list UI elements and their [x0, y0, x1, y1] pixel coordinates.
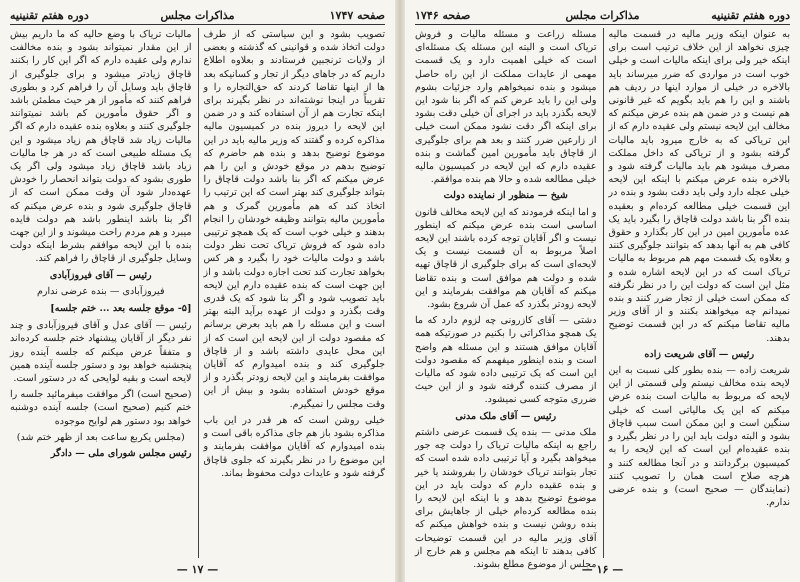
- right-term-title: دوره هفتم تقنینیه: [711, 8, 790, 22]
- left-page: [0, 0, 395, 582]
- paragraph: (صحیح است) اگر موافقت میفرمائید جلسه را ختم کنیم (صحیح است) جلسه آینده دوشنبه خواهد بود دستور هم لوایح موجوده: [10, 389, 192, 427]
- paragraph: شریعت زاده — بنده بطور کلی نسبت به این لایحه بنده مخالف نیستم ولی قسمتی از این لایحه که مربوط به مالیات است بنده عرض میکنم که این یک مالیاتی است که خیلی سنگین است و این ممکن است سبب قاچاق بشود و البته دولت باید این را در نظر بگیرد و بنده عقیده‌ام این است که این لایحه را به کمیسیون برگردانند و در آنجا مطالعه کنند و هرچه صلاح است همان را تصویب کنند (نمایندگان — صحیح است) و بنده عرضی ندارم.: [608, 365, 790, 509]
- paragraph: مالیات تریاک با وضع حالیه که ما داریم بیش از این مقدار نمیتواند بشود و بنده مخالفت ندارم ولی عقیده دارم که اگر این کار را بکنند قاچاق زیادتر میشود و برای جلوگیری از قاچاق باید وسایل آن را فراهم کرد و بطوری فراهم کنند که مأمور از هر حیث مطمئن باشد و اگر حقوق مأمورین کم باشد نمیتوانند جلوگیری کنند و بعلاوه بنده عقیده دارم که اگر مالیات زیاد شد قاچاق هم زیاد میشود و این یک مسئله طبیعی است که در هر جا مالیات زیاد باشد قاچاق زیاد میشود ولی اگر یک طوری بشود که دولت بتواند انحصار را خودش عهده‌دار شود آن وقت ممکن است که از قاچاق جلوگیری شود و بنده عرض میکنم که اگر بنا باشد اینطور باشد هم دولت فایده میبرد و هم مردم راحت میشوند و از این جهت بنده با این لایحه موافقم بشرط اینکه دولت وسایل جلوگیری از قاچاق را فراهم کند.: [10, 29, 192, 265]
- speaker-reply: فیروزآبادی — بنده عرضی ندارم: [36, 285, 165, 297]
- book-gutter: [395, 0, 405, 582]
- right-journal-title: مذاکرات مجلس: [565, 8, 640, 22]
- left-term-title: دوره هفتم تقنینیه: [10, 8, 89, 22]
- paragraph: خیلی روشن است که هر قدر در این باب مذاکره بشود باز هم جای مذاکره باقی است و بنده امیدوارم که آقایان موافقت بفرمایند و این موضوع را در نظر بگیرند که جلوی قاچاق گرفته شود و عایدات دولت محفوظ بماند.: [203, 414, 385, 479]
- speaker-heading: شیخ — منظور از نماینده دولت: [443, 190, 568, 202]
- right-page-number: — ۱۶ —: [581, 563, 624, 576]
- right-page-label: صفحه ۱۷۴۶: [415, 8, 471, 22]
- paragraph: مسئله زراعت و مسئله مالیات و فروش تریاک است و البته این مسئله یک مسئله‌ای است که خیلی اهمیت دارد و یک قسمت مهمی از عایدات مملکت از این راه حاصل میشود و بنده نمیخواهم وارد جزئیات بشوم ولی این را باید عرض کنم که اگر بنا شود این لایحه بگذرد باید در اجرای آن خیلی دقت بشود برای اینکه اگر دقت نشود ممکن است خیلی از زارعین ضرر کنند و بعد هم برای جلوگیری از قاچاق باید مأمورین امین گماشت و بنده عقیده دارم که این لایحه در کمیسیون مالیه خیلی مطالعه شده و حالا هم بنده موافقم.: [415, 29, 597, 186]
- right-page-left-column: [415, 28, 597, 570]
- paragraph: تصویب بشود و این سیاستی که از طرف دولت اتخاذ شده و قوانینی که گذشته و بعضی از ولایات ترنجبین فرستادند و بعلاوه اطلاع داریم که در جاهای دیگر از تجار و کسانیکه بعد ها از اینها تقاضا کردند که حق‌التجاره را و تقریباً در اینجا نوشته‌اند در نظر بگیرند برای اینکه تجارت هم از آن استفاده کند و در ضمن این لایحه را دیروز بنده در کمیسیون مالیه مذاکره کرده و گفتند که وزیر مالیه باید در این موضوع توضیح بدهد و بنده هم حاضرم که توضیح بدهم در موقع خودش و این را هم عرض میکنم که اگر بنا باشد دولت قاچاق را بتواند جلوگیری کند بهتر است که این ترتیب را اتخاذ کند که هم مأمورین گمرک و هم مأمورین مالیه بتوانند وظیفه خودشان را انجام بدهند و خیلی خوب است که یک همچو ترتیبی داده شود که فروش تریاک تحت نظر دولت باشد و دولت مالیات خود را بگیرد و هر کس بخواهد تجارت کند تحت اجازه دولت باشد و از این جهت است که بنده عقیده دارم این لایحه باید تصویب شود و اگر بنا شود که یک قدری وقت بگذرد و دولت از عهده برآید البته بهتر است و این مسئله را هم باید بعرض برسانم که مقصود دولت از این لایحه این است که از این محل عایدی داشته باشد و از قاچاق جلوگیری کند و بنده امیدوارم که آقایان موافقت بفرمایند و این لایحه زودتر بگذرد و از موقع خودش استفاده بشود و بیش از این وقت مجلس را نمیگیرم.: [203, 29, 385, 410]
- paragraph: رئیس — آقای عدل و آقای فیروزآبادی و چند نفر دیگر از آقایان پیشنهاد ختم جلسه کرده‌اند و متفقاً عرض میکنم که جلسه آینده روز پنجشنبه خواهد بود و دستور جلسه آینده همین لایحه است و بقیه لوایحی که در دستور است.: [10, 320, 192, 385]
- left-page-header: [10, 6, 385, 25]
- left-page-number: — ۱۷ —: [176, 563, 219, 576]
- paragraph: به عنوان اینکه وزیر مالیه در قسمت مالیه چیزی نخواهد از این خلاف ترتیب است برای اینکه خیر ولی برای اینکه مالیات است و خیلی خوب است در مواردی که ضرر میرساند باید بالاخره در خیلی از موارد اینها در ردیف هم باشند و این را هم باید بگویم که غیر قانونی هم نیست و در ضمن هم بنده عرض میکنم که مخالف این لایحه نیستم ولی عقیده دارم که از این تریاکی که به خارج میرود باید مالیات گرفته بشود و از تریاکی که داخل مملکت مصرف میشود هم باید مالیات گرفته شود و بالاخره بنده عرض میکنم با اینکه این لایحه خیلی عجله دارد ولی باید دقت بشود و بنده در این قسمت خیلی مطالعه کرده‌ام و بعقیده بنده اگر بنا باشد دولت قاچاق را بگیرد باید یک عده مأمورین امین در این کار بگذارد و حقوق کافی هم به آنها بدهد که بتوانند جلوگیری کنند و بعلاوه یک قسمت مهم هم مربوط به مالیات تریاک است که در این لایحه اشاره شده و مثل این است که دولت این را در نظر نگرفته که ممکن است خیلی از تجار ضرر کنند و بنده نمیدانم چه میخواهند بکنند و از آقای وزیر مالیه تقاضا میکنم که در این قسمت توضیح بدهند.: [608, 29, 790, 344]
- paragraph: دشتی — آقای کازرونی چه لزوم دارد که ما یک همچو مذاکراتی را بکنیم در صورتیکه همه آقایان موافق هستند و این مسئله هم واضح است و بنده اینطور میفهمم که مقصود دولت این است که یک ترتیبی داده شود که مالیات از مصرف کننده گرفته شود و از این حیث ضرری متوجه کسی نمیشود.: [415, 315, 597, 406]
- right-page-right-column: [603, 28, 791, 558]
- speaker-heading: رئیس — آقای شریعت زاده: [644, 348, 755, 360]
- left-page-columns: [10, 28, 385, 558]
- left-page-right-column: [198, 28, 386, 558]
- left-page-label: صفحه ۱۷۴۷: [329, 8, 385, 22]
- speaker-heading: رئیس — آقای فیروزآبادی: [49, 269, 152, 281]
- paragraph: ملک مدنی — بنده یک قسمت عرضی داشتم راجع به اینکه مالیات تریاک را دولت چه جور میخواهد بگیرد و آیا ترتیبی داده شده است که تجار بتوانند تریاک خودشان را بفروشند یا خیر و بنده عقیده دارم که دولت باید در این موضوع توضیح بدهد و با اینکه این لایحه را بنده مطالعه کرده‌ام خیلی از جاهایش برای بنده روشن نیست و بنده خواهش میکنم که آقای وزیر مالیه در این قسمت توضیحات کافی بدهند تا اینکه هم مجلس و هم خارج از مجلس از موضوع مطلع بشوند.: [415, 426, 597, 570]
- right-page: [405, 0, 800, 582]
- paragraph: و اما اینکه فرمودند که این لایحه مخالف قانون اساسی است بنده عرض میکنم که اینطور نیست و اگر آقایان توجه کرده باشند این لایحه اصلاً مربوط به آن قسمت نیست و یک لایحه‌ای است که برای جلوگیری از قاچاق تهیه شده و دولت هم موافق است و بنده تقاضا میکنم که آقایان هم موافقت بفرمایند و این لایحه زودتر بگذرد که عمل آن شروع بشود.: [415, 206, 597, 311]
- signature: رئیس مجلس شورای ملی — دادگر: [50, 448, 192, 460]
- speaker-heading: رئیس — آقای ملک مدنی: [455, 410, 557, 422]
- right-page-header: [415, 6, 790, 25]
- section-heading: [۵- موقع جلسه بعد ... ختم جلسه]: [50, 303, 192, 315]
- left-journal-title: مذاکرات مجلس: [160, 8, 235, 22]
- left-page-left-column: [10, 28, 192, 558]
- session-end-note: (مجلس یکربع ساعت بعد از ظهر ختم شد): [16, 431, 185, 443]
